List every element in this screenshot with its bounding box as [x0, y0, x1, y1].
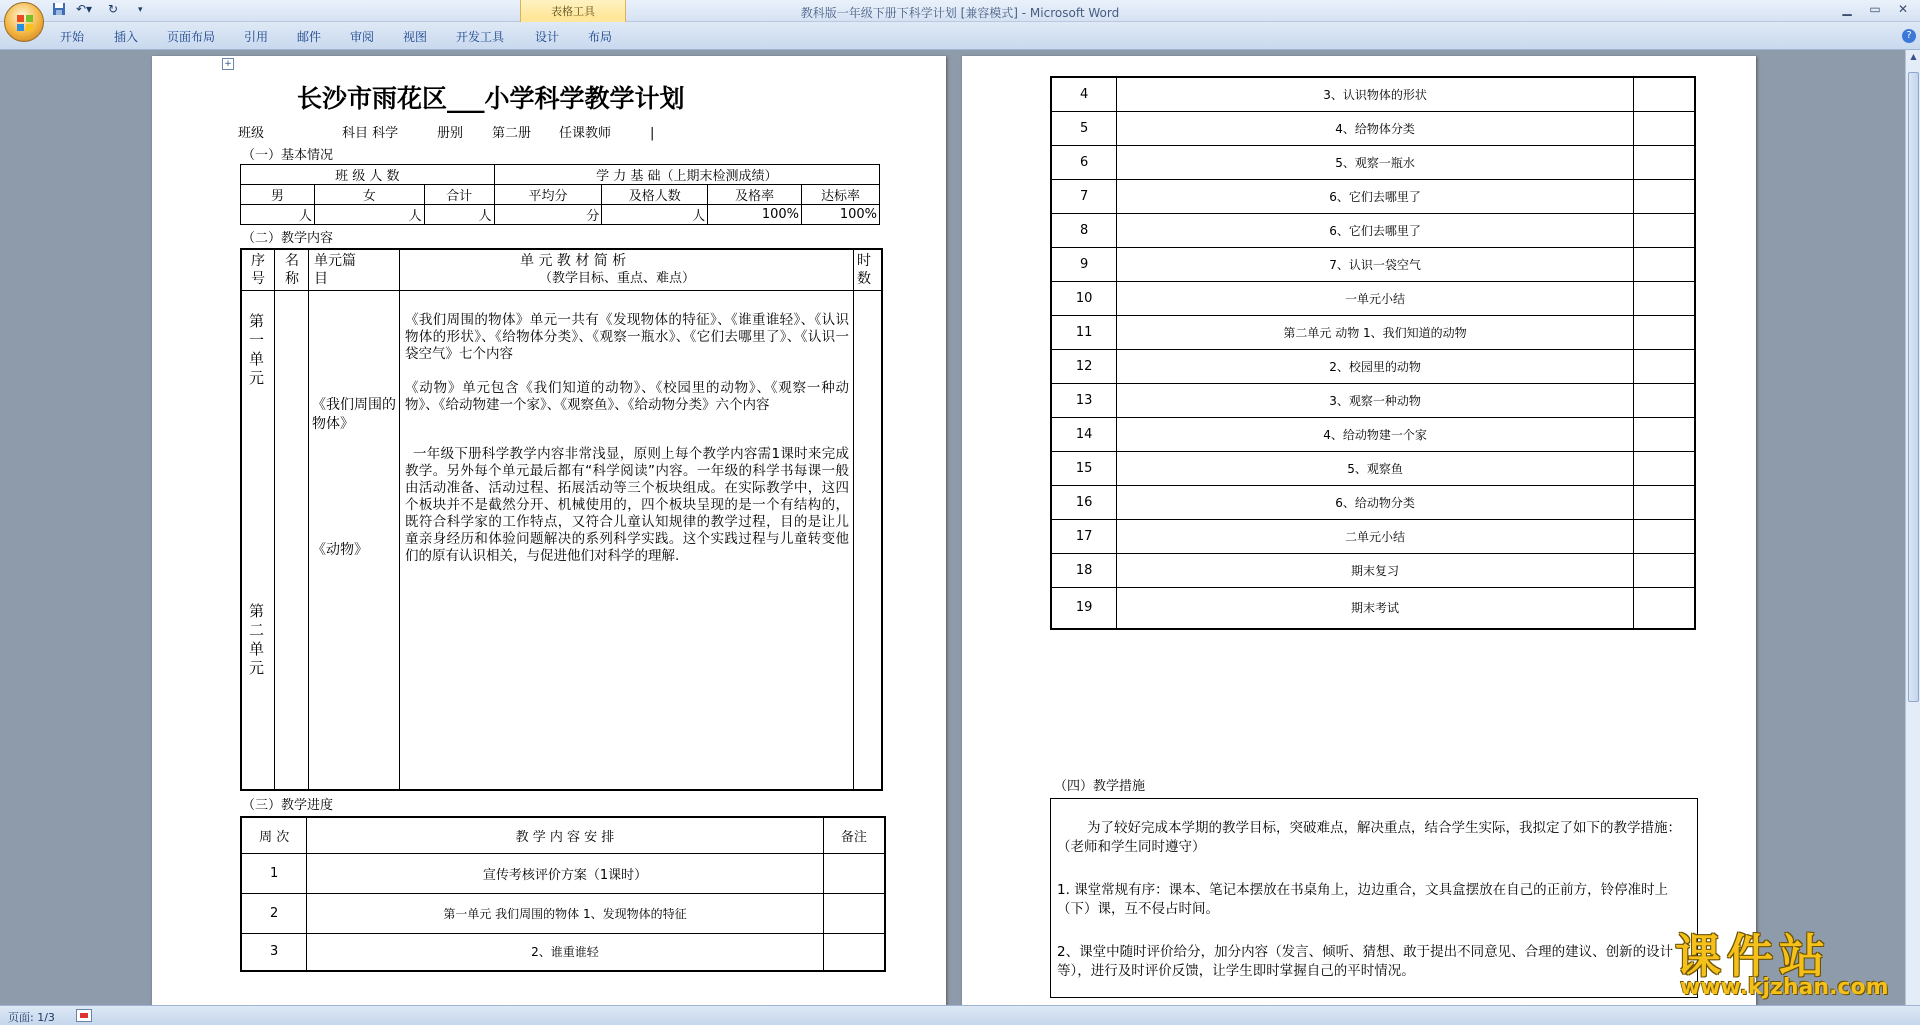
analysis-paragraph-2: 《动物》单元包含《我们知道的动物》、《校园里的动物》、《观察一种动物》、《给动物建一个家》、《观察鱼》、《给动物分类》六个内容 — [405, 380, 849, 413]
window-title: 教科版一年级下册下科学计划 [兼容模式] - Microsoft Word — [800, 6, 1120, 20]
vertical-scrollbar[interactable] — [1905, 50, 1920, 1005]
content-col-line-2 — [308, 250, 309, 789]
content-col-line-4 — [853, 250, 854, 789]
table-row[interactable] — [1051, 179, 1695, 213]
table-row[interactable] — [1051, 485, 1695, 519]
value-standard-rate[interactable]: 100% — [802, 205, 880, 225]
col-total: 合计 — [424, 185, 494, 205]
remark-cell[interactable] — [1633, 77, 1695, 111]
table-row[interactable] — [1051, 247, 1695, 281]
save-icon[interactable] — [52, 2, 68, 20]
week-cell: 3 — [241, 933, 307, 971]
office-button[interactable] — [4, 2, 44, 42]
unit1-seq: 第一单元 — [249, 312, 265, 387]
content-cell: 6、它们去哪里了 — [1117, 179, 1633, 213]
scrollbar-thumb[interactable] — [1908, 72, 1919, 702]
remark-cell[interactable] — [1633, 179, 1695, 213]
table-row[interactable] — [241, 933, 885, 971]
header-unit: 单元篇目 — [314, 253, 356, 287]
table-row[interactable] — [1051, 417, 1695, 451]
week-cell: 16 — [1051, 485, 1117, 519]
remark-cell[interactable] — [1633, 451, 1695, 485]
week-cell: 18 — [1051, 553, 1117, 587]
header-analysis: 单 元 教 材 简 析 — [520, 253, 627, 269]
col-pass-count: 及格人数 — [602, 185, 708, 205]
week-cell: 11 — [1051, 315, 1117, 349]
remark-cell[interactable] — [1633, 145, 1695, 179]
week-cell: 6 — [1051, 145, 1117, 179]
document-page-1[interactable] — [152, 56, 946, 1005]
remark-cell[interactable] — [1633, 587, 1695, 629]
week-cell: 10 — [1051, 281, 1117, 315]
volume-label: 册别 — [437, 126, 464, 141]
unit2-seq: 第二单元 — [249, 602, 265, 677]
header-name: 名称 — [285, 253, 299, 287]
remark-cell[interactable] — [1633, 281, 1695, 315]
value-pass-rate[interactable]: 100% — [708, 205, 802, 225]
class-label: 班级 — [238, 126, 265, 141]
week-cell: 12 — [1051, 349, 1117, 383]
week-cell: 19 — [1051, 587, 1117, 629]
content-cell: 3、认识物体的形状 — [1117, 77, 1633, 111]
subject-text: 科目 科学 — [342, 126, 399, 141]
maximize-button[interactable]: ▭ — [1869, 2, 1881, 16]
remark-cell[interactable] — [1633, 213, 1695, 247]
document-workspace — [0, 50, 1905, 1005]
progress-header-week: 周 次 — [241, 817, 307, 853]
remark-cell[interactable] — [1633, 383, 1695, 417]
week-cell: 13 — [1051, 383, 1117, 417]
tab-table-layout[interactable]: 布局 — [588, 30, 613, 44]
class-size-header: 班 级 人 数 — [241, 165, 495, 185]
table-row[interactable] — [241, 893, 885, 933]
ability-header: 学 力 基 础（上期末检测成绩） — [494, 165, 879, 185]
col-female: 女 — [314, 185, 424, 205]
remark-cell[interactable] — [1633, 553, 1695, 587]
content-header-divider — [242, 290, 881, 291]
week-cell: 15 — [1051, 451, 1117, 485]
text-cursor: | — [650, 126, 655, 141]
table-row[interactable] — [1051, 281, 1695, 315]
proofing-icon[interactable] — [76, 1009, 92, 1022]
title-bar — [0, 0, 1920, 22]
content-cell: 6、给动物分类 — [1117, 485, 1633, 519]
ribbon-tabs — [0, 22, 1920, 50]
week-cell: 7 — [1051, 179, 1117, 213]
undo-icon[interactable]: ↶▾ — [76, 2, 93, 16]
value-female[interactable]: 人 — [314, 205, 424, 225]
week-cell: 17 — [1051, 519, 1117, 553]
schedule-table[interactable] — [1050, 76, 1696, 630]
remark-cell[interactable] — [1633, 485, 1695, 519]
content-cell: 2、谁重谁轻 — [307, 933, 823, 971]
tab-mailings[interactable]: 邮件 — [297, 30, 322, 44]
content-cell: 宣传考核评价方案（1课时） — [307, 853, 823, 893]
content-cell: 4、给动物建一个家 — [1117, 417, 1633, 451]
tab-table-design[interactable]: 设计 — [535, 30, 560, 44]
section-content-heading: （二）教学内容 — [242, 231, 334, 246]
remark-cell[interactable] — [1633, 315, 1695, 349]
watermark-url: www.kjzhan.com — [1680, 975, 1889, 1000]
table-row[interactable] — [1051, 111, 1695, 145]
content-cell: 3、观察一种动物 — [1117, 383, 1633, 417]
content-cell: 二单元小结 — [1117, 519, 1633, 553]
table-row[interactable] — [241, 853, 885, 893]
content-cell: 期末考试 — [1117, 587, 1633, 629]
table-row[interactable] — [1051, 349, 1695, 383]
progress-header-content: 教 学 内 容 安 排 — [307, 817, 823, 853]
unit2-name: 《动物》 — [312, 542, 368, 558]
basic-info-table[interactable] — [240, 164, 880, 225]
remark-cell[interactable] — [1633, 519, 1695, 553]
remark-cell[interactable] — [1633, 417, 1695, 451]
close-button[interactable]: ✕ — [1897, 2, 1909, 16]
value-pass-count[interactable]: 人 — [602, 205, 708, 225]
value-male[interactable]: 人 — [241, 205, 315, 225]
tab-page-layout[interactable]: 页面布局 — [167, 30, 216, 44]
section-basic-heading: （一）基本情况 — [242, 148, 334, 163]
week-cell: 8 — [1051, 213, 1117, 247]
minimize-button[interactable]: ▁ — [1842, 2, 1852, 16]
header-seq: 序号 — [251, 253, 265, 287]
analysis-paragraph-3: 一年级下册科学教学内容非常浅显，原则上每个教学内容需1课时来完成教学。另外每个单元最后都有“科学阅读”内容。一年级的科学书每课一般由活动准备、活动过程、拓展活动等三个板块组成。在实际教学中，这四个板块并不是截然分开、机械使用的，四个板块呈现的是一个有结构的，既符合科学家的工作特点，又符合儿童认知规律的教学过程，目的是让儿童亲身经历和体验问题解决的系列科学实践。这个实践过程与儿童转变他们的原有认识相关，与促进他们对科学的理解. — [405, 446, 849, 564]
week-cell: 4 — [1051, 77, 1117, 111]
document-page-2[interactable] — [962, 56, 1756, 1005]
tab-review[interactable]: 审阅 — [350, 30, 375, 44]
remark-cell[interactable] — [1633, 247, 1695, 281]
table-row[interactable] — [1051, 553, 1695, 587]
value-total[interactable]: 人 — [424, 205, 494, 225]
status-bar — [0, 1005, 1920, 1025]
content-col-line-1 — [274, 250, 275, 789]
analysis-paragraph-1: 《我们周围的物体》单元一共有《发现物体的特征》、《谁重谁轻》、《认识物体的形状》、《给物体分类》、《观察一瓶水》、《它们去哪里了》、《认识一袋空气》七个内容 — [405, 312, 849, 362]
table-tools-context-tab: 表格工具 — [520, 0, 626, 44]
volume-text: 第二册 — [492, 126, 532, 141]
tab-developer[interactable]: 开发工具 — [456, 30, 505, 44]
table-row[interactable] — [1051, 213, 1695, 247]
content-cell: 5、观察一瓶水 — [1117, 145, 1633, 179]
remark-cell[interactable] — [823, 933, 885, 971]
col-standard-rate: 达标率 — [802, 185, 880, 205]
scroll-up-icon[interactable]: ▲ — [1910, 52, 1917, 61]
week-cell: 1 — [241, 853, 307, 893]
content-cell: 6、它们去哪里了 — [1117, 213, 1633, 247]
content-cell: 期末复习 — [1117, 553, 1633, 587]
content-cell: 一单元小结 — [1117, 281, 1633, 315]
help-icon[interactable]: ? — [1902, 29, 1916, 43]
measures-paragraph-1: 为了较好完成本学期的教学目标，突破难点，解决重点，结合学生实际，我拟定了如下的教学措施：（老师和学生同时遵守） — [1057, 820, 1681, 855]
watermark-logo — [1660, 920, 1905, 1000]
week-cell: 5 — [1051, 111, 1117, 145]
office-logo-icon — [15, 13, 35, 33]
content-cell: 2、校园里的动物 — [1117, 349, 1633, 383]
content-col-line-3 — [399, 250, 400, 789]
tab-home[interactable]: 开始 — [60, 30, 85, 44]
col-average: 平均分 — [494, 185, 602, 205]
col-pass-rate: 及格率 — [708, 185, 802, 205]
header-analysis-sub: （教学目标、重点、难点） — [539, 271, 696, 286]
measures-box[interactable] — [1050, 798, 1698, 998]
progress-table[interactable] — [240, 816, 886, 972]
content-cell: 7、认识一袋空气 — [1117, 247, 1633, 281]
customize-qat-icon[interactable]: ▾ — [138, 5, 143, 15]
remark-cell[interactable] — [1633, 349, 1695, 383]
redo-icon[interactable]: ↻ — [108, 2, 119, 16]
remark-cell[interactable] — [823, 853, 885, 893]
tab-references[interactable]: 引用 — [244, 30, 269, 44]
table-row[interactable] — [1051, 587, 1695, 629]
remark-cell[interactable] — [823, 893, 885, 933]
table-row[interactable] — [1051, 451, 1695, 485]
document-title: 长沙市雨花区___小学科学教学计划 — [297, 84, 685, 113]
remark-cell[interactable] — [1633, 111, 1695, 145]
progress-header-remark: 备注 — [823, 817, 885, 853]
table-move-handle-icon[interactable]: + — [222, 58, 234, 70]
teacher-label: 任课教师 — [559, 126, 612, 141]
unit1-name: 《我们周围的物体》 — [312, 397, 396, 432]
header-hours: 时数 — [857, 253, 871, 287]
content-table[interactable] — [240, 248, 883, 791]
week-cell: 14 — [1051, 417, 1117, 451]
watermark-text: 课件站 — [1675, 929, 1831, 983]
table-row[interactable] — [1051, 77, 1695, 111]
value-average[interactable]: 分 — [494, 205, 602, 225]
week-cell: 9 — [1051, 247, 1117, 281]
table-row[interactable] — [1051, 519, 1695, 553]
table-row[interactable] — [1051, 145, 1695, 179]
content-cell: 第二单元 动物 1、我们知道的动物 — [1117, 315, 1633, 349]
table-row[interactable] — [1051, 383, 1695, 417]
tab-view[interactable]: 视图 — [403, 30, 428, 44]
content-cell: 5、观察鱼 — [1117, 451, 1633, 485]
content-cell: 第一单元 我们周围的物体 1、发现物体的特征 — [307, 893, 823, 933]
section-progress-heading: （三）教学进度 — [242, 798, 334, 813]
table-row[interactable] — [1051, 315, 1695, 349]
col-male: 男 — [241, 185, 315, 205]
content-cell: 4、给物体分类 — [1117, 111, 1633, 145]
section-measures-heading: （四）教学措施 — [1054, 779, 1146, 794]
measures-paragraph-2: 1. 课堂常规有序：课本、笔记本摆放在书桌角上，边边重合，文具盒摆放在自己的正前方，铃停准时上（下）课，互不侵占时间。 — [1057, 882, 1669, 917]
tab-insert[interactable]: 插入 — [114, 30, 139, 44]
measures-paragraph-3: 2、课堂中随时评价给分，加分内容（发言、倾听、猜想、敢于提出不同意见、合理的建议、创新的设计等），进行及时评价反馈，让学生即时掌握自己的平时情况。 — [1057, 944, 1674, 979]
week-cell: 2 — [241, 893, 307, 933]
page-indicator[interactable]: 页面: 1/3 — [8, 1011, 55, 1024]
